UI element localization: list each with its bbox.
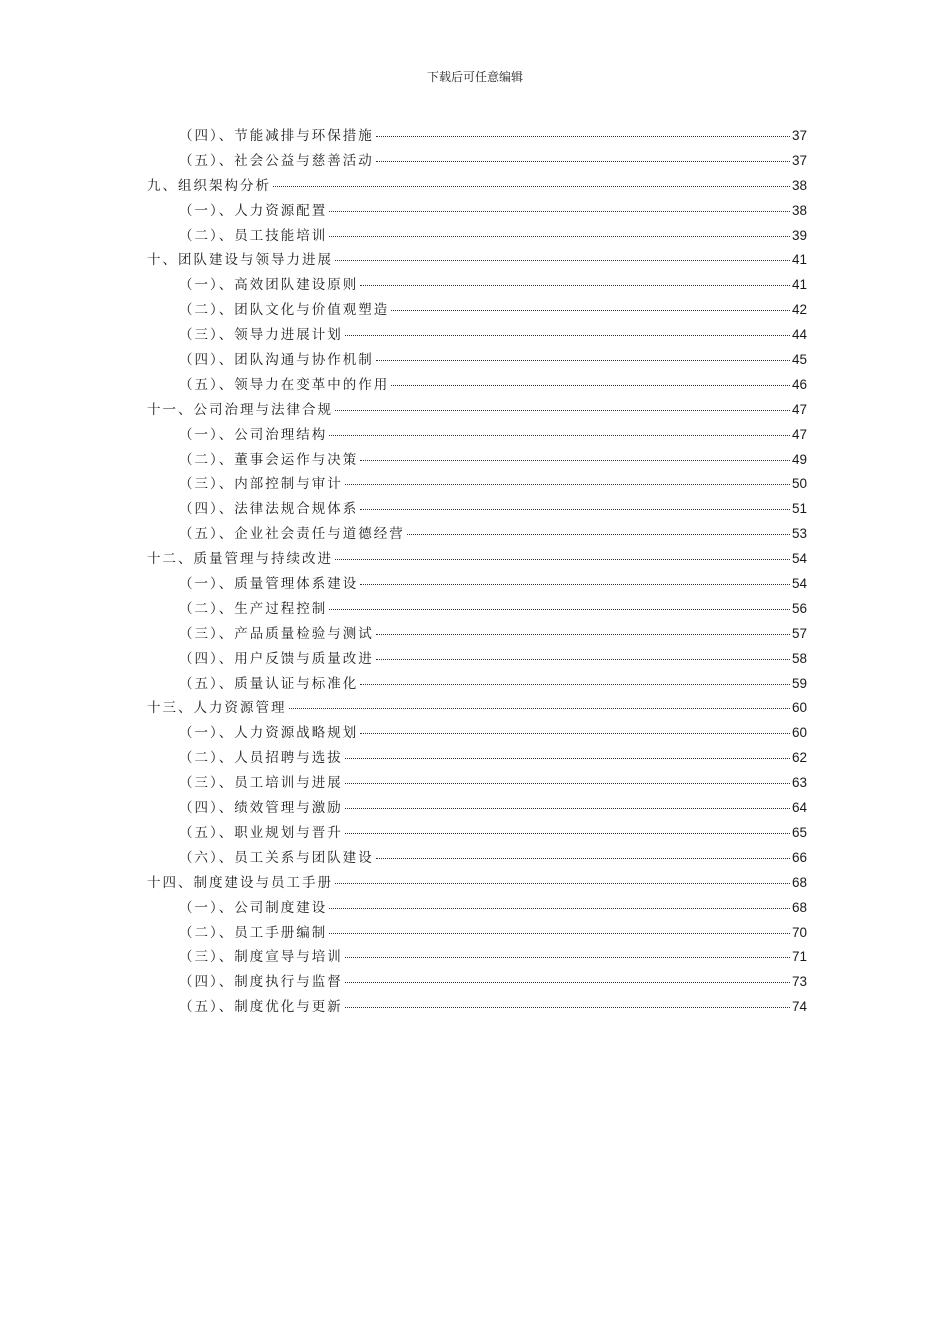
toc-page-number: 70 [791,924,807,940]
toc-section-entry[interactable] [147,497,807,522]
toc-chapter-entry[interactable] [147,547,807,572]
toc-page-number: 46 [791,376,807,392]
toc-section-entry[interactable] [147,298,807,323]
toc-entry-title: （三）、产品质量检验与测试 [179,625,374,642]
toc-page-number: 62 [791,750,807,766]
toc-entry-title: 九、组织架构分析 [147,177,271,194]
toc-dot-leader [345,321,790,336]
toc-dot-leader [360,719,790,734]
toc-chapter-entry[interactable] [147,248,807,273]
toc-entry-title: （三）、领导力进展计划 [179,327,343,344]
toc-dot-leader [391,371,790,386]
toc-dot-leader [335,396,790,411]
toc-dot-leader [345,794,790,809]
toc-entry-title: （五）、职业规划与晋升 [179,824,343,841]
toc-section-entry[interactable] [147,423,807,448]
toc-dot-leader [335,869,790,884]
toc-entry-title: （一）、公司制度建设 [179,899,328,916]
toc-entry-title: （一）、质量管理体系建设 [179,576,359,593]
toc-dot-leader [376,645,790,660]
toc-page-number: 51 [791,501,807,517]
toc-entry-title: （五）、企业社会责任与道德经营 [179,526,405,543]
toc-page-number: 57 [791,625,807,641]
toc-chapter-entry[interactable] [147,174,807,199]
toc-page-number: 41 [791,277,807,293]
toc-dot-leader [376,346,790,361]
toc-page-number: 45 [791,352,807,368]
toc-entry-title: （五）、领导力在变革中的作用 [179,376,390,393]
toc-dot-leader [345,470,790,485]
toc-entry-title: （四）、用户反馈与质量改进 [179,650,374,667]
toc-entry-title: （四）、团队沟通与协作机制 [179,352,374,369]
page-header: 下载后可任意编辑 [426,70,523,84]
toc-page-number: 74 [791,999,807,1015]
toc-page-number: 68 [791,899,807,915]
toc-section-entry[interactable] [147,597,807,622]
toc-section-entry[interactable] [147,224,807,249]
table-of-contents [147,124,807,1020]
toc-page-number: 44 [791,327,807,343]
toc-entry-title: （二）、人员招聘与选拔 [179,750,343,767]
toc-dot-leader [273,172,790,187]
toc-section-entry[interactable] [147,821,807,846]
toc-entry-title: （四）、节能减排与环保措施 [179,128,374,144]
toc-dot-leader [345,993,790,1008]
toc-entry-title: （二）、董事会运作与决策 [179,451,359,468]
toc-section-entry[interactable] [147,921,807,946]
toc-section-entry[interactable] [147,448,807,473]
toc-dot-leader [345,943,790,958]
toc-dot-leader [329,919,790,934]
toc-entry-title: 十一、公司治理与法律合规 [147,401,333,418]
toc-page-number: 42 [791,302,807,318]
toc-page-number: 58 [791,650,807,666]
toc-dot-leader [345,819,790,834]
toc-dot-leader [329,595,790,610]
toc-page-number: 47 [791,401,807,417]
toc-dot-leader [376,147,790,162]
toc-entry-title: 十、团队建设与领导力进展 [147,252,333,269]
toc-dot-leader [376,620,790,635]
toc-section-entry[interactable] [147,572,807,597]
toc-dot-leader [376,122,790,137]
toc-entry-title: （一）、高效团队建设原则 [179,277,359,294]
toc-dot-leader [376,844,790,859]
toc-section-entry[interactable] [147,995,807,1020]
toc-entry-title: （二）、生产过程控制 [179,600,328,617]
toc-section-entry[interactable] [147,273,807,298]
toc-page-number: 41 [791,252,807,268]
toc-page-number: 66 [791,849,807,865]
toc-entry-title: （二）、员工手册编制 [179,924,328,941]
toc-dot-leader [360,271,790,286]
toc-entry-title: （四）、制度执行与监督 [179,974,343,991]
toc-page-number: 65 [791,824,807,840]
toc-dot-leader [329,894,790,909]
toc-dot-leader [335,246,790,261]
toc-page-number: 39 [791,227,807,243]
toc-entry-title: （六）、员工关系与团队建设 [179,849,374,866]
toc-section-entry[interactable] [147,323,807,348]
toc-entry-title: （三）、内部控制与审计 [179,476,343,493]
toc-page-number: 73 [791,974,807,990]
toc-page-number: 37 [791,128,807,143]
toc-page-number: 50 [791,476,807,492]
toc-page-number: 56 [791,600,807,616]
toc-page-number: 38 [791,177,807,193]
toc-section-entry[interactable] [147,149,807,174]
toc-page-number: 37 [791,152,807,168]
toc-section-entry[interactable] [147,771,807,796]
toc-entry-title: （五）、制度优化与更新 [179,999,343,1016]
toc-section-entry[interactable] [147,721,807,746]
toc-page-number: 60 [791,700,807,716]
toc-dot-leader [335,545,790,560]
toc-section-entry[interactable] [147,796,807,821]
toc-entry-title: （二）、团队文化与价值观塑造 [179,302,390,319]
toc-dot-leader [329,197,790,212]
toc-section-entry[interactable] [147,199,807,224]
toc-section-entry[interactable] [147,672,807,697]
toc-dot-leader [329,421,790,436]
toc-section-entry[interactable] [147,945,807,970]
toc-dot-leader [360,570,790,585]
toc-chapter-entry[interactable] [147,696,807,721]
toc-entry-title: （三）、员工培训与进展 [179,775,343,792]
toc-entry-title: （五）、社会公益与慈善活动 [179,152,374,169]
toc-entry-title: （三）、制度宣导与培训 [179,949,343,966]
toc-page-number: 60 [791,725,807,741]
toc-entry-title: （四）、绩效管理与激励 [179,800,343,817]
toc-section-entry[interactable] [147,472,807,497]
toc-chapter-entry[interactable] [147,871,807,896]
toc-section-entry[interactable] [147,124,807,149]
toc-section-entry[interactable] [147,970,807,995]
toc-dot-leader [360,670,790,685]
toc-entry-title: （一）、人力资源配置 [179,202,328,219]
toc-page-number: 54 [791,551,807,567]
toc-page-number: 49 [791,451,807,467]
toc-dot-leader [360,446,790,461]
toc-chapter-entry[interactable] [147,398,807,423]
toc-dot-leader [345,968,790,983]
toc-entry-title: （一）、人力资源战略规划 [179,725,359,742]
toc-entry-title: 十四、制度建设与员工手册 [147,874,333,891]
toc-page-number: 64 [791,800,807,816]
toc-entry-title: （一）、公司治理结构 [179,426,328,443]
toc-page-number: 54 [791,576,807,592]
toc-dot-leader [289,694,790,709]
toc-section-entry[interactable] [147,622,807,647]
toc-entry-title: 十二、质量管理与持续改进 [147,551,333,568]
toc-page-number: 63 [791,775,807,791]
toc-section-entry[interactable] [147,896,807,921]
toc-dot-leader [360,495,790,510]
toc-section-entry[interactable] [147,647,807,672]
toc-page-number: 68 [791,874,807,890]
toc-page-number: 53 [791,526,807,542]
toc-section-entry[interactable] [147,348,807,373]
toc-dot-leader [407,520,790,535]
toc-entry-title: （五）、质量认证与标准化 [179,675,359,692]
toc-dot-leader [345,769,790,784]
toc-page-number: 59 [791,675,807,691]
toc-dot-leader [329,222,790,237]
toc-section-entry[interactable] [147,522,807,547]
toc-entry-title: 十三、人力资源管理 [147,700,287,717]
toc-page-number: 38 [791,202,807,218]
toc-dot-leader [391,296,790,311]
toc-entry-title: （二）、员工技能培训 [179,227,328,244]
toc-dot-leader [345,744,790,759]
toc-section-entry[interactable] [147,846,807,871]
toc-page-number: 71 [791,949,807,965]
toc-section-entry[interactable] [147,373,807,398]
toc-section-entry[interactable] [147,746,807,771]
toc-entry-title: （四）、法律法规合规体系 [179,501,359,518]
toc-page-number: 47 [791,426,807,442]
